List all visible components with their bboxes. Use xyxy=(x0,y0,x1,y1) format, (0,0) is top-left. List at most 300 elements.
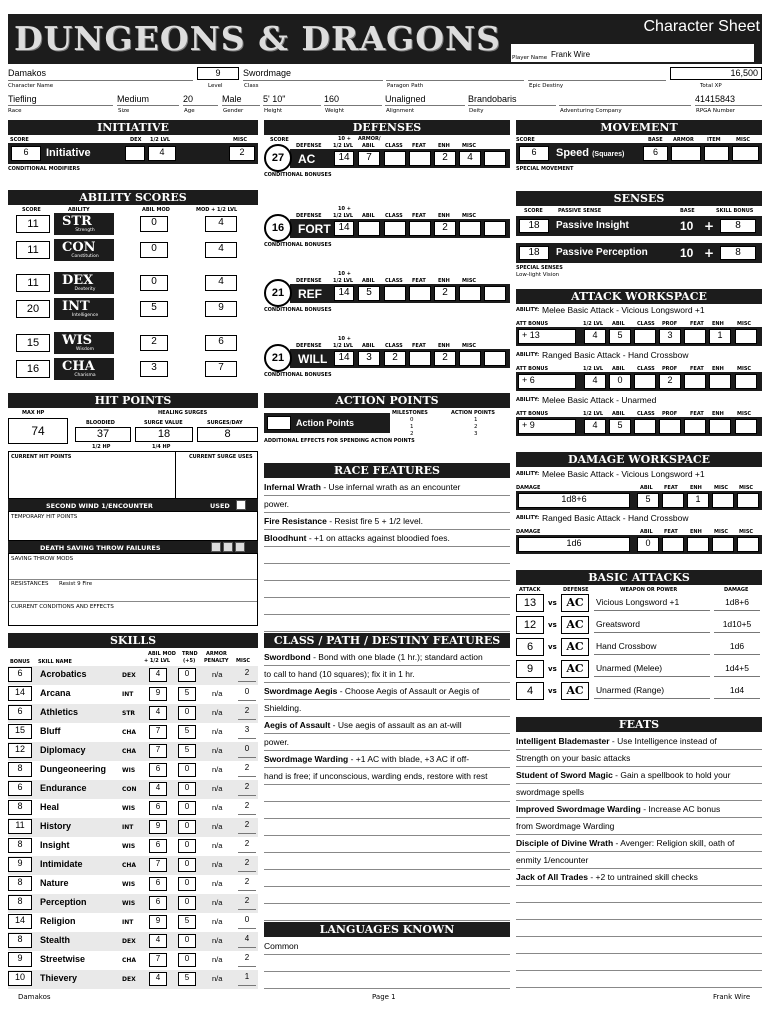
skill-name: Diplomacy xyxy=(40,745,86,755)
damage-col-value[interactable] xyxy=(712,537,734,552)
ability-mod[interactable]: 5 xyxy=(140,301,168,317)
def-score-label: SCORE xyxy=(270,137,289,143)
feature-desc: from Swordmage Warding xyxy=(516,821,615,831)
feature-blank-line[interactable] xyxy=(264,785,510,802)
attack-col-value[interactable]: 0 xyxy=(609,374,631,389)
feature-blank-line[interactable] xyxy=(264,819,510,836)
feature-blank-line[interactable] xyxy=(516,903,762,920)
ability-mod[interactable]: 0 xyxy=(140,216,168,232)
defense-abil[interactable] xyxy=(358,221,380,236)
skill-abilmod[interactable]: 4 xyxy=(149,782,167,796)
feature-blank-line[interactable] xyxy=(516,937,762,954)
skill-misc[interactable]: 3 xyxy=(238,725,256,739)
company-field[interactable] xyxy=(559,94,691,106)
skill-abilmod[interactable]: 4 xyxy=(149,972,167,986)
defense-abil[interactable]: 5 xyxy=(358,286,380,301)
milestone-1: 1 xyxy=(410,424,414,430)
skill-abilmod[interactable]: 7 xyxy=(149,744,167,758)
feature-name: Swordbond xyxy=(264,652,311,662)
feature-blank-line[interactable] xyxy=(264,904,510,921)
hp-header: HIT POINTS xyxy=(8,393,258,408)
skill-penalty: n/a xyxy=(212,841,223,850)
damage-col-value[interactable] xyxy=(712,493,734,508)
current-hp-box[interactable] xyxy=(8,451,258,499)
skill-ability: INT xyxy=(122,691,134,698)
damage-dice[interactable]: 1d8+6 xyxy=(518,493,630,508)
surges-day-label: SURGES/DAY xyxy=(207,420,243,426)
defense-extra[interactable] xyxy=(484,221,506,236)
skill-misc[interactable]: 2 xyxy=(238,706,256,720)
init-cond-label: CONDITIONAL MODIFIERS xyxy=(8,166,80,172)
senses-base-label: BASE xyxy=(680,208,695,214)
defense-extra[interactable] xyxy=(484,151,506,166)
skill-name: Streetwise xyxy=(40,954,86,964)
death-check-1[interactable] xyxy=(211,542,221,552)
ability-mod[interactable]: 0 xyxy=(140,242,168,258)
skill-misc[interactable]: 2 xyxy=(238,953,256,967)
feature-line xyxy=(516,852,762,869)
attack-col-value[interactable] xyxy=(684,419,706,434)
skill-abilmod[interactable]: 4 xyxy=(149,934,167,948)
basic-attack-value[interactable]: 6 xyxy=(516,638,544,656)
damage-col-value[interactable]: 0 xyxy=(637,537,659,552)
skill-misc[interactable]: 2 xyxy=(238,782,256,796)
attack-col-value[interactable] xyxy=(684,374,706,389)
defense-misc[interactable]: 4 xyxy=(459,151,481,166)
defense-score-circle[interactable]: 27 xyxy=(264,144,292,172)
attack-bonus[interactable]: + 9 xyxy=(518,419,576,434)
skill-bonus[interactable]: 10 xyxy=(8,971,32,986)
defense-score-circle[interactable]: 16 xyxy=(264,214,292,242)
attack-col-value[interactable] xyxy=(659,419,681,434)
skill-trained[interactable]: 0 xyxy=(178,820,196,834)
attack-col-value[interactable]: 1 xyxy=(709,329,731,344)
skill-bonus[interactable]: 8 xyxy=(8,800,32,815)
skill-misc[interactable]: 2 xyxy=(238,763,256,777)
surges-day[interactable]: 8 xyxy=(197,427,258,442)
epic-field[interactable] xyxy=(528,68,666,81)
basic-weapon[interactable]: Vicious Longsword +1 xyxy=(594,597,710,611)
speed-base[interactable]: 6 xyxy=(643,146,668,161)
def-lvl-label: 1/2 LVL xyxy=(333,278,354,284)
language-blank-line[interactable] xyxy=(264,955,510,972)
skill-bonus[interactable]: 14 xyxy=(8,914,32,929)
defense-extra[interactable] xyxy=(484,286,506,301)
basic-defense[interactable]: AC xyxy=(561,682,589,700)
feature-desc: enmity 1/encounter xyxy=(516,855,589,865)
ability-mod[interactable]: 2 xyxy=(140,335,168,351)
defense-score-circle[interactable]: 21 xyxy=(264,279,292,307)
sense-bonus[interactable]: 8 xyxy=(720,219,756,233)
skill-misc[interactable]: 2 xyxy=(238,820,256,834)
language-blank-line[interactable] xyxy=(264,972,510,989)
basic-defense[interactable]: AC xyxy=(561,660,589,678)
damage-col-value[interactable] xyxy=(737,493,759,508)
ability-abbr: STR xyxy=(62,214,92,229)
defense-feat[interactable] xyxy=(409,151,431,166)
attack-ability: Ranged Basic Attack - Hand Crossbow xyxy=(542,350,689,360)
ability-mod-lvl[interactable]: 4 xyxy=(205,216,237,232)
feature-blank-line[interactable] xyxy=(264,598,510,615)
ability-mod-lvl[interactable]: 6 xyxy=(205,335,237,351)
skill-abilmod[interactable]: 4 xyxy=(149,668,167,682)
skill-abilmod[interactable]: 6 xyxy=(149,839,167,853)
skill-misc[interactable]: 4 xyxy=(238,934,256,948)
level-field[interactable]: 9 xyxy=(197,67,239,80)
basic-damage[interactable]: 1d4+5 xyxy=(714,663,760,677)
skill-abilmod[interactable]: 6 xyxy=(149,763,167,777)
defense-lvl[interactable]: 14 xyxy=(334,286,354,301)
speed-score[interactable]: 6 xyxy=(519,146,549,161)
feature-blank-line[interactable] xyxy=(264,802,510,819)
skill-trained[interactable]: 0 xyxy=(178,877,196,891)
skill-row xyxy=(8,742,258,761)
ability-mod-lvl[interactable]: 9 xyxy=(205,301,237,317)
defense-lvl[interactable]: 14 xyxy=(334,351,354,366)
basic-damage[interactable]: 1d8+6 xyxy=(714,597,760,611)
skill-misc[interactable]: 0 xyxy=(238,744,256,758)
feature-desc: - Increase AC bonus xyxy=(640,804,721,814)
feature-desc: - +2 to untrained skill checks xyxy=(587,872,698,882)
ability-mod-lvl[interactable]: 7 xyxy=(205,361,237,377)
attack-bonus-value: 13 xyxy=(529,330,540,340)
feature-blank-line[interactable] xyxy=(516,886,762,903)
attack-bonus[interactable]: + 6 xyxy=(518,374,576,389)
attack-col-label: 1/2 LVL xyxy=(583,366,604,372)
abil-ability-label: ABILITY xyxy=(68,207,90,213)
skill-trained[interactable]: 0 xyxy=(178,782,196,796)
attack-col-value[interactable] xyxy=(634,374,656,389)
defense-feat[interactable] xyxy=(409,351,431,366)
ability-score[interactable]: 16 xyxy=(16,360,50,378)
skill-bonus[interactable]: 8 xyxy=(8,876,32,891)
basic-defense[interactable]: AC xyxy=(561,616,589,634)
defense-abil[interactable]: 7 xyxy=(358,151,380,166)
skill-ability: INT xyxy=(122,824,134,831)
ability-mod-lvl[interactable]: 4 xyxy=(205,242,237,258)
skill-trained[interactable]: 0 xyxy=(178,858,196,872)
sense-bonus[interactable]: 8 xyxy=(720,246,756,260)
alignment-field[interactable]: Unaligned xyxy=(385,94,465,106)
resistances-value: Resist 9 Fire xyxy=(59,581,93,587)
bloodied[interactable]: 37 xyxy=(75,427,131,442)
skill-bonus[interactable]: 8 xyxy=(8,838,32,853)
defense-score-circle[interactable]: 21 xyxy=(264,344,292,372)
feature-blank-line[interactable] xyxy=(264,564,510,581)
basic-attack-value[interactable]: 12 xyxy=(516,616,544,634)
skill-misc[interactable]: 2 xyxy=(238,668,256,682)
skill-row xyxy=(8,875,258,894)
player-name-field[interactable] xyxy=(511,44,754,62)
speed-armor[interactable] xyxy=(671,146,701,161)
damage-col-value[interactable]: 1 xyxy=(687,493,709,508)
basic-defense[interactable]: AC xyxy=(561,638,589,656)
race-field[interactable]: Tiefling xyxy=(8,94,113,106)
skill-bonus[interactable]: 12 xyxy=(8,743,32,758)
feature-desc: Shielding. xyxy=(264,703,302,713)
attack-bonus[interactable]: + 13 xyxy=(518,329,576,344)
attack-col-value[interactable] xyxy=(684,329,706,344)
basic-weapon[interactable]: Hand Crossbow xyxy=(594,641,710,655)
skill-trained[interactable]: 5 xyxy=(178,687,196,701)
feature-desc: - Gain a spellbook to hold your xyxy=(612,770,731,780)
conditions-label: CURRENT CONDITIONS AND EFFECTS xyxy=(11,604,114,610)
feature-blank-line[interactable] xyxy=(264,581,510,598)
damage-col-label: ABIL xyxy=(640,485,653,491)
attack-col-value[interactable]: 5 xyxy=(609,329,631,344)
ability-score[interactable]: 15 xyxy=(16,334,50,352)
height-field[interactable]: 5' 10" xyxy=(263,94,321,106)
ability-score[interactable]: 11 xyxy=(16,241,50,259)
skill-name: Acrobatics xyxy=(40,669,87,679)
ability-score[interactable]: 11 xyxy=(16,274,50,292)
ability-mod-lvl[interactable]: 4 xyxy=(205,275,237,291)
defense-name: REF xyxy=(298,287,322,301)
skill-armor-label: ARMOR xyxy=(206,651,227,657)
skill-ability: WIS xyxy=(122,767,136,774)
basic-weapon[interactable]: Unarmed (Range) xyxy=(594,685,710,699)
basic-damage[interactable]: 1d10+5 xyxy=(714,619,760,633)
saving-throw-box[interactable] xyxy=(8,553,258,626)
skill-misc[interactable]: 0 xyxy=(238,915,256,929)
temp-hp-box[interactable] xyxy=(8,511,258,541)
attack-col-label: ENH xyxy=(712,321,724,327)
skill-abilmod[interactable]: 9 xyxy=(149,820,167,834)
attack-col-value[interactable] xyxy=(709,419,731,434)
skill-penalty: n/a xyxy=(212,803,223,812)
surges-label: HEALING SURGES xyxy=(158,410,208,416)
skill-ability: DEX xyxy=(122,976,136,983)
speed-misc[interactable] xyxy=(732,146,759,161)
defense-misc[interactable] xyxy=(459,351,481,366)
player-name-label: Player Name xyxy=(512,55,548,61)
attack-col-value[interactable] xyxy=(735,419,757,434)
basic-attack-value[interactable]: 9 xyxy=(516,660,544,678)
char-name-field[interactable]: Damakos xyxy=(8,68,193,81)
basic-defense[interactable]: AC xyxy=(561,594,589,612)
skill-trained[interactable]: 5 xyxy=(178,744,196,758)
defense-enh[interactable]: 2 xyxy=(434,286,456,301)
basic-attack-value[interactable]: 13 xyxy=(516,594,544,612)
attack-col-value[interactable]: 4 xyxy=(584,329,606,344)
footer-right: Frank Wire xyxy=(713,993,751,1001)
basic-weapon[interactable]: Greatsword xyxy=(594,619,710,633)
init-dex[interactable] xyxy=(125,146,145,161)
action-points-header: ACTION POINTS xyxy=(264,393,510,408)
damage-col-value[interactable] xyxy=(662,493,684,508)
defense-abil[interactable]: 3 xyxy=(358,351,380,366)
attack-col-value[interactable] xyxy=(735,329,757,344)
attack-col-value[interactable] xyxy=(634,419,656,434)
skill-trained[interactable]: 0 xyxy=(178,668,196,682)
languages-header: LANGUAGES KNOWN xyxy=(264,922,510,937)
skill-bonus[interactable]: 9 xyxy=(8,857,32,872)
defense-class[interactable] xyxy=(384,286,406,301)
paragon-field[interactable] xyxy=(386,68,524,81)
skill-misc[interactable]: 1 xyxy=(238,972,256,986)
basic-weapon[interactable]: Unarmed (Melee) xyxy=(594,663,710,677)
sense-score[interactable]: 18 xyxy=(519,246,549,260)
feature-blank-line[interactable] xyxy=(264,836,510,853)
skill-abilmod[interactable]: 6 xyxy=(149,877,167,891)
defense-misc[interactable] xyxy=(459,286,481,301)
attack-col-value[interactable] xyxy=(735,374,757,389)
damage-col-value[interactable] xyxy=(662,537,684,552)
surge-value[interactable]: 18 xyxy=(135,427,193,442)
ability-fullname: Intelligence xyxy=(71,313,99,318)
defense-enh[interactable]: 2 xyxy=(434,221,456,236)
skill-abilmod[interactable]: 6 xyxy=(149,801,167,815)
feature-desc: - Use aegis of assault as an at-will xyxy=(330,720,462,730)
skill-bonus[interactable]: 6 xyxy=(8,667,32,682)
attack-col-value[interactable]: 2 xyxy=(659,374,681,389)
skill-abilmod[interactable]: 7 xyxy=(149,725,167,739)
initiative-header: INITIATIVE xyxy=(8,120,258,135)
feature-blank-line[interactable] xyxy=(516,971,762,988)
def-10plus-label: 10 + xyxy=(338,206,351,212)
init-dex-label: DEX xyxy=(130,137,142,143)
basic-damage[interactable]: 1d4 xyxy=(714,685,760,699)
skill-bonus-label: BONUS xyxy=(10,659,30,665)
skill-misc[interactable]: 2 xyxy=(238,877,256,891)
skill-misc[interactable]: 2 xyxy=(238,839,256,853)
init-misc[interactable]: 2 xyxy=(229,146,255,161)
action-points-box[interactable] xyxy=(267,416,291,430)
skill-abilmod[interactable]: 9 xyxy=(149,687,167,701)
sense-score[interactable]: 18 xyxy=(519,219,549,233)
skill-abilmod[interactable]: 9 xyxy=(149,915,167,929)
defense-lvl[interactable]: 14 xyxy=(334,151,354,166)
attack-col-label: 1/2 LVL xyxy=(583,321,604,327)
skill-bonus[interactable]: 11 xyxy=(8,819,32,834)
init-lvl[interactable]: 4 xyxy=(148,146,176,161)
ap-value-1: 2 xyxy=(474,424,478,430)
skill-abilmod[interactable]: 7 xyxy=(149,858,167,872)
ability-score[interactable]: 11 xyxy=(16,215,50,233)
init-score[interactable]: 6 xyxy=(11,146,41,161)
skill-trained[interactable]: 0 xyxy=(178,934,196,948)
feature-blank-line[interactable] xyxy=(264,870,510,887)
skill-bonus[interactable]: 9 xyxy=(8,952,32,967)
attack-col-value[interactable]: 5 xyxy=(609,419,631,434)
defense-enh[interactable]: 2 xyxy=(434,151,456,166)
skill-trained[interactable]: 0 xyxy=(178,953,196,967)
feature-blank-line[interactable] xyxy=(264,615,510,632)
skill-bonus[interactable]: 8 xyxy=(8,762,32,777)
defense-class[interactable] xyxy=(384,151,406,166)
age-field[interactable]: 20 xyxy=(183,94,218,106)
ap-value-2: 3 xyxy=(474,431,478,437)
ability-score[interactable]: 20 xyxy=(16,300,50,318)
basic-attack-value[interactable]: 4 xyxy=(516,682,544,700)
speed-item[interactable] xyxy=(704,146,729,161)
skill-trained[interactable]: 5 xyxy=(178,915,196,929)
damage-dice[interactable]: 1d6 xyxy=(518,537,630,552)
skill-bonus[interactable]: 8 xyxy=(8,933,32,948)
defense-misc[interactable] xyxy=(459,221,481,236)
damage-col-value[interactable] xyxy=(687,537,709,552)
def-class-label: CLASS xyxy=(385,343,403,349)
feature-blank-line[interactable] xyxy=(264,547,510,564)
defense-class[interactable] xyxy=(384,221,406,236)
feature-line xyxy=(264,649,510,666)
xp-field[interactable]: 16,500 xyxy=(670,67,762,80)
feature-blank-line[interactable] xyxy=(264,853,510,870)
weight-field[interactable]: 160 xyxy=(324,94,382,106)
defense-name: AC xyxy=(298,152,316,166)
damage-col-value[interactable]: 5 xyxy=(637,493,659,508)
skill-trained[interactable]: 0 xyxy=(178,839,196,853)
damage-ability: Ranged Basic Attack - Hand Crossbow xyxy=(542,513,689,523)
skill-misc[interactable]: 2 xyxy=(238,858,256,872)
ability-mod[interactable]: 3 xyxy=(140,361,168,377)
defense-feat[interactable] xyxy=(409,286,431,301)
skill-trained[interactable]: 0 xyxy=(178,801,196,815)
attack-col-value[interactable]: 3 xyxy=(659,329,681,344)
max-hp[interactable]: 74 xyxy=(8,418,68,444)
skill-misc[interactable]: 2 xyxy=(238,801,256,815)
defense-extra[interactable] xyxy=(484,351,506,366)
ability-mod[interactable]: 0 xyxy=(140,275,168,291)
epic-label: Epic Destiny xyxy=(529,83,564,89)
attack-col-value[interactable]: 4 xyxy=(584,374,606,389)
size-field[interactable]: Medium xyxy=(117,94,179,106)
attack-col-value[interactable]: 4 xyxy=(584,419,606,434)
feature-blank-line[interactable] xyxy=(516,920,762,937)
death-check-3[interactable] xyxy=(235,542,245,552)
skill-bonus[interactable]: 14 xyxy=(8,686,32,701)
skill-abilmod[interactable]: 4 xyxy=(149,706,167,720)
defense-enh[interactable]: 2 xyxy=(434,351,456,366)
basic-damage[interactable]: 1d6 xyxy=(714,641,760,655)
skill-bonus[interactable]: 6 xyxy=(8,705,32,720)
skill-misc[interactable]: 2 xyxy=(238,896,256,910)
feature-blank-line[interactable] xyxy=(516,954,762,971)
skill-trained[interactable]: 0 xyxy=(178,896,196,910)
skill-trained[interactable]: 0 xyxy=(178,706,196,720)
skill-bonus[interactable]: 15 xyxy=(8,724,32,739)
second-wind-checkbox[interactable] xyxy=(236,500,246,510)
def-defense-label: DEFENSE xyxy=(296,213,322,219)
attack-ability: Melee Basic Attack - Vicious Longsword +1 xyxy=(542,305,705,315)
attack-col-value[interactable] xyxy=(634,329,656,344)
skill-bonus[interactable]: 8 xyxy=(8,895,32,910)
skill-bonus[interactable]: 6 xyxy=(8,781,32,796)
attack-col-label: MISC xyxy=(737,366,752,372)
feature-blank-line[interactable] xyxy=(264,887,510,904)
death-check-2[interactable] xyxy=(223,542,233,552)
defense-class[interactable]: 2 xyxy=(384,351,406,366)
gender-field[interactable]: Male xyxy=(222,94,260,106)
skill-ability: DEX xyxy=(122,938,136,945)
damage-col-value[interactable] xyxy=(737,537,759,552)
class-field[interactable]: Swordmage xyxy=(243,68,383,81)
skill-penalty: n/a xyxy=(212,727,223,736)
skill-trained[interactable]: 0 xyxy=(178,763,196,777)
skill-abilmod[interactable]: 7 xyxy=(149,953,167,967)
skill-row xyxy=(8,932,258,951)
deity-field[interactable]: Brandobaris xyxy=(468,94,556,106)
skill-trained[interactable]: 5 xyxy=(178,972,196,986)
skill-trained[interactable]: 5 xyxy=(178,725,196,739)
defense-lvl[interactable]: 14 xyxy=(334,221,354,236)
attack-col-label: ABIL xyxy=(612,321,625,327)
skill-misc[interactable]: 0 xyxy=(238,687,256,701)
skill-abilmod[interactable]: 6 xyxy=(149,896,167,910)
attack-col-value[interactable] xyxy=(709,374,731,389)
rpga-field[interactable]: 41415843 xyxy=(695,94,762,106)
defense-feat[interactable] xyxy=(409,221,431,236)
